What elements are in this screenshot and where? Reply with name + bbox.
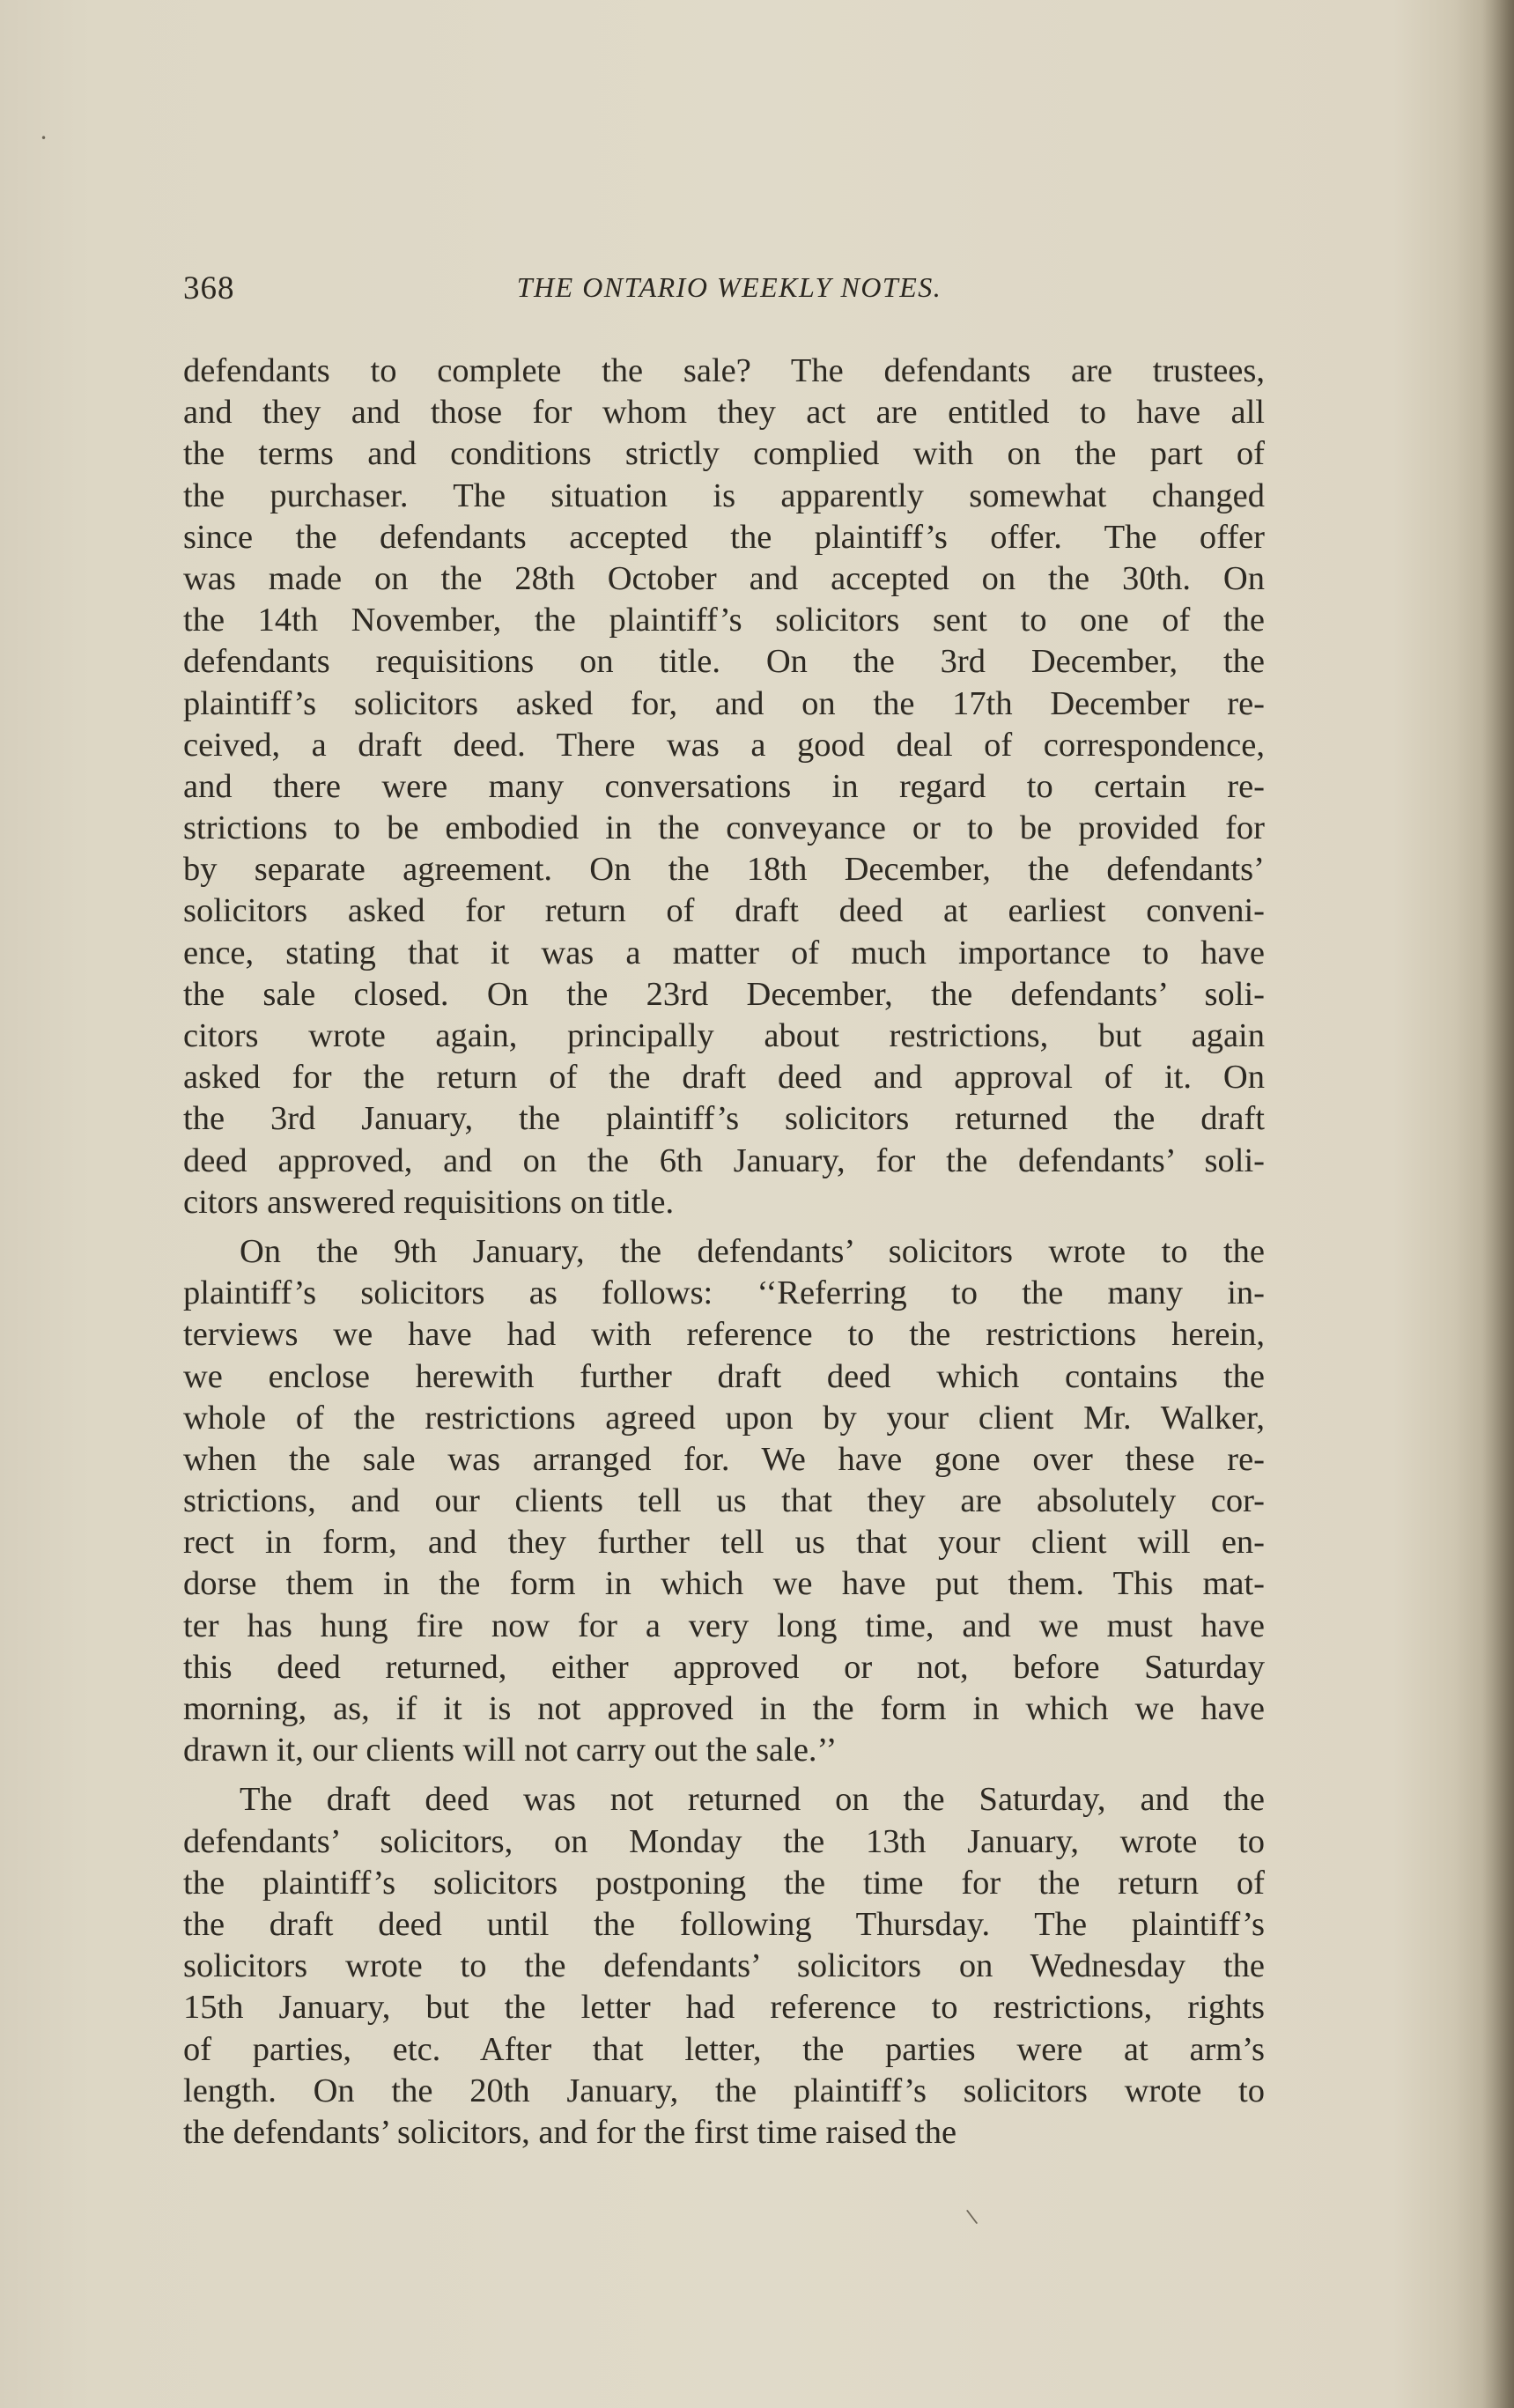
body-text [183, 351, 1265, 2153]
text-line: 15th January, but the letter had reference to restrictions, rights [183, 1989, 1265, 2027]
text-line: ence, stating that it was a matter of much importance to have [183, 934, 1265, 971]
text-line: was made on the 28th October and accepted on the 30th. On [183, 559, 1265, 597]
text-line: the sale closed. On the 23rd December, the defendants’ soli- [183, 975, 1265, 1013]
text-line: since the defendants accepted the plaintiff’s offer. The offer [183, 518, 1265, 556]
text-line: by separate agreement. On the 18th December, the defendants’ [183, 851, 1265, 889]
text-line: strictions, and our clients tell us that they are absolutely cor- [183, 1482, 1265, 1520]
running-title: THE ONTARIO WEEKLY NOTES. [516, 271, 942, 303]
text-line: the terms and conditions strictly complied with on the part of [183, 435, 1265, 473]
page-number: 368 [183, 270, 235, 307]
text-line: the purchaser. The situation is apparently somewhat changed [183, 476, 1265, 514]
paragraph-gap [183, 1771, 1265, 1779]
text-line: and there were many conversations in regard to certain re- [183, 767, 1265, 805]
text-line: the 3rd January, the plaintiff’s solicitors returned the draft [183, 1100, 1265, 1138]
text-line: strictions to be embodied in the conveyance or to be provided for [183, 809, 1265, 847]
text-line: whole of the restrictions agreed upon by your client Mr. Walker, [183, 1399, 1265, 1437]
text-line: defendants requisitions on title. On the 3rd December, the [183, 643, 1265, 681]
text-line: rect in form, and they further tell us that your client will en- [183, 1524, 1265, 1562]
paragraph [183, 1231, 1265, 1771]
page-spine-shadow [1482, 0, 1514, 2408]
text-line: terviews we have had with reference to the restrictions herein, [183, 1316, 1265, 1354]
text-line: solicitors wrote to the defendants’ solicitors on Wednesday the [183, 1947, 1265, 1985]
text-line: plaintiff’s solicitors as follows: ‘‘Referring to the many in- [183, 1274, 1265, 1312]
text-line: solicitors asked for return of draft deed at earliest conveni- [183, 892, 1265, 930]
text-line: the draft deed until the following Thursday. The plaintiff’s [183, 1905, 1265, 1943]
text-line: The draft deed was not returned on the Saturday, and the [240, 1781, 1265, 1819]
paragraph [183, 351, 1265, 1223]
text-line: ceived, a draft deed. There was a good deal of correspondence, [183, 726, 1265, 764]
speck-mark: \ [964, 2205, 979, 2229]
text-line: deed approved, and on the 6th January, for the defendants’ soli- [183, 1141, 1265, 1179]
text-line: citors answered requisitions on title. [183, 1183, 675, 1221]
text-line: we enclose herewith further draft deed which contains the [183, 1357, 1265, 1395]
text-line: morning, as, if it is not approved in the form in which we have [183, 1690, 1265, 1727]
text-line: this deed returned, either approved or not, before Saturday [183, 1648, 1265, 1686]
text-line: asked for the return of the draft deed and approval of it. On [183, 1059, 1265, 1097]
text-line: On the 9th January, the defendants’ solicitors wrote to the [240, 1232, 1265, 1270]
text-line: defendants to complete the sale? The defendants are trustees, [183, 352, 1265, 389]
paragraph-gap [183, 1223, 1265, 1231]
text-line: the 14th November, the plaintiff’s solicitors sent to one of the [183, 602, 1265, 639]
page-header [183, 270, 1268, 314]
speck-mark: • [41, 132, 48, 144]
text-line: citors wrote again, principally about restrictions, but again [183, 1017, 1265, 1054]
text-line: ter has hung fire now for a very long time, and we must have [183, 1607, 1265, 1644]
text-line: of parties, etc. After that letter, the parties were at arm’s [183, 2030, 1265, 2068]
text-line: the defendants’ solicitors, and for the first time raised the [183, 2113, 957, 2151]
text-line: plaintiff’s solicitors asked for, and on the 17th December re- [183, 684, 1265, 722]
text-line: length. On the 20th January, the plaintiff’s solicitors wrote to [183, 2072, 1265, 2109]
text-line: drawn it, our clients will not carry out the sale.’’ [183, 1732, 838, 1769]
paragraph [183, 1779, 1265, 2153]
text-line: and they and those for whom they act are entitled to have all [183, 394, 1265, 432]
text-line: defendants’ solicitors, on Monday the 13th January, wrote to [183, 1822, 1265, 1860]
text-line: dorse them in the form in which we have put them. This mat- [183, 1565, 1265, 1603]
text-line: when the sale was arranged for. We have gone over these re- [183, 1440, 1265, 1478]
text-line: the plaintiff’s solicitors postponing the time for the return of [183, 1864, 1265, 1902]
